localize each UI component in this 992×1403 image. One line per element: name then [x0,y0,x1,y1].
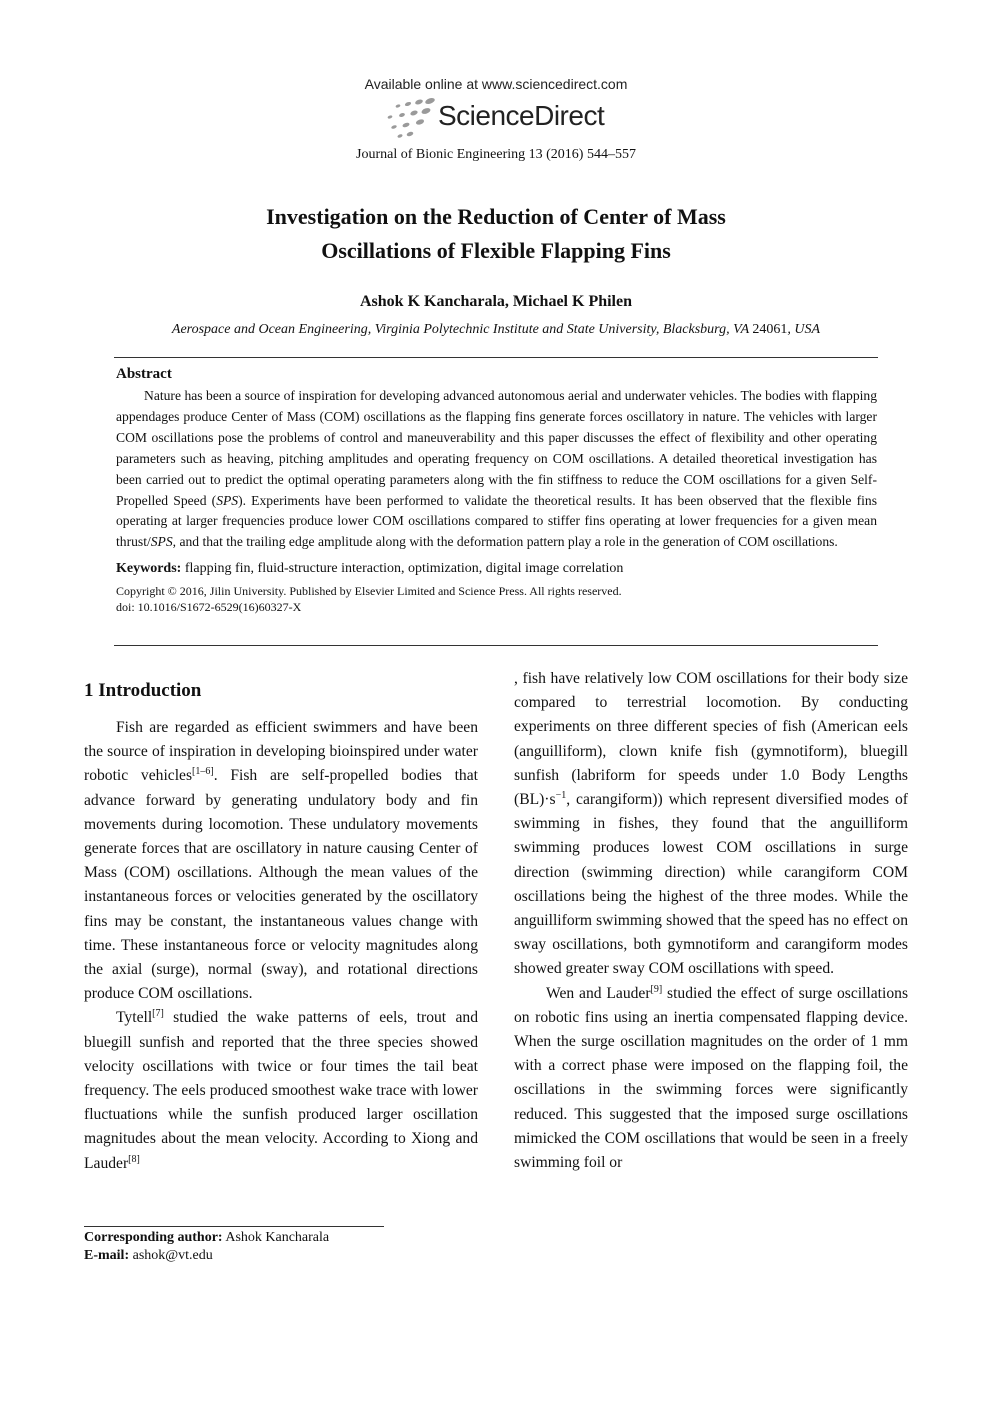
affiliation-zip: 24061 [752,322,788,337]
sciencedirect-wordmark: ScienceDirect [438,100,605,131]
intro-paragraph-1 [84,716,478,1006]
abstract-text-2: ). Experiments have been performed to validate the theoretical results. It has been observed that the flexible fins operating at larger frequencies produce lower COM oscillations compared to stiffer fins operating at lower frequencies for a given mean thrust/ [116,492,877,550]
right-column [514,667,908,1175]
intro-paragraph-3 [514,982,908,1176]
intro-p3-text-b: studied the effect of surge oscillations on robotic fins using an inertia compensated flapping device. When the surge oscillation magnitudes on the order of 1 mm with a correct phase were imposed on the flapping foil, the oscillations in the swimming forces were significantly reduced. This suggested that the imposed surge oscillations mimicked the COM oscillations that would be seen in a freely swimming foil or [514,984,909,1172]
intro-p2-text-b: studied the wake patterns of eels, trout and bluegill sunfish and reported that the three species showed velocity oscillations with twice or four times the tail beat frequency. The eels produced smoothest wake trace with lower fluctuations while the sunfish produced larger oscillation magnitudes about the mean velocity. According to Xiong and Lauder [84,1009,478,1172]
abstract-bottom-rule [114,645,878,646]
author-email[interactable]: ashok@vt.edu [132,1248,213,1263]
superscript-minus-one: −1 [555,789,567,801]
intro-paragraph-2-continued [514,667,908,982]
copyright-text: Copyright © 2016, Jilin University. Published by Elsevier Limited and Science Press. All rights reserved. [116,584,622,599]
abstract-body [116,386,877,553]
intro-p2-text-d: , carangiform)) which represent diversified modes of swimming in fishes, they found that the anguilliform swimming produces lowest COM oscillations in surge direction (swimming direction) while carangiform COM oscillations being the highest of the three modes. While the anguilliform swimming showed that the speed has no effect on sway oscillations, both gymnotiform and carangiform modes showed greater sway COM oscillations with speed. [514,791,908,978]
section-title-introduction: 1 Introduction [84,680,202,701]
intro-paragraph-2 [84,1006,478,1175]
sciencedirect-logo [380,96,620,140]
intro-p1-text-a: Fish are regarded as efficient swimmers and have been the source of inspiration in developing bioinspired under water robotic vehicles [84,719,478,785]
journal-citation: Journal of Bionic Engineering 13 (2016) 544–557 [356,147,636,162]
citation-ref-9: [9] [650,983,663,995]
keywords-text: flapping fin, fluid-structure interaction, optimization, digital image correlation [184,561,624,577]
footnote-rule [84,1226,384,1227]
author-list: Ashok K Kancharala, Michael K Philen [359,293,632,310]
keywords [116,561,877,577]
citation-ref-1-6: [1–6] [192,766,214,778]
abstract-top-rule [114,357,878,358]
email-label: E-mail: [84,1248,130,1263]
affiliation-university: Virginia Polytechnic Institute and State University [374,322,656,337]
paper-title-line-1: Investigation on the Reduction of Center of Mass [266,204,726,229]
paper-title-line-2: Oscillations of Flexible Flapping Fins [321,238,671,263]
abstract-section [116,366,877,615]
intro-p1-text-b: . Fish are self-propelled bodies that advance forward by generating undulatory body and fin movements during locomotion. These undulatory movements generate forces that are oscillatory in nature causing Center of Mass (COM) oscillations. Although the mean values of the instantaneous forces or velocities generated by the oscillatory fins may be constant, the instantaneous values change with time. These instantaneous force or velocity magnitudes along the axial (surge), normal (sway), and rotational directions produce COM oscillations. [84,767,478,1003]
citation-ref-8: [8] [128,1153,140,1165]
copyright-block [116,583,877,615]
abstract-sps-1: SPS [216,492,239,508]
doi-text: doi: 10.1016/S1672-6529(16)60327-X [116,600,302,615]
intro-p3-text-a: Wen and Lauder [546,984,651,1002]
corresponding-author-label: Corresponding author: [84,1230,223,1245]
affiliation-city: Blacksburg [662,322,727,337]
affiliation: Aerospace and Ocean Engineering, Virginia Polytechnic Institute and State University, Blacksburg, VA 24061, USA [171,322,821,337]
abstract-text-3: , and that the trailing edge amplitude along with the deformation pattern play a role in the generation of COM oscillations. [172,534,838,550]
keywords-label: Keywords: [116,561,182,577]
citation-ref-7: [7] [152,1008,164,1020]
affiliation-department: Aerospace and Ocean Engineering [171,322,368,337]
corresponding-author-footnote [84,1229,329,1265]
available-online-text: Available online at www.sciencedirect.com [364,76,628,92]
left-column [84,678,478,1176]
affiliation-country: USA [794,322,821,337]
abstract-heading: Abstract [116,366,172,382]
abstract-sps-2: SPS [150,534,173,550]
abstract-text-1: Nature has been a source of inspiration for developing advanced autonomous aerial and underwater vehicles. The bodies with flapping appendages produce Center of Mass (COM) oscillations as the flapping fins generate forces oscillatory in nature. The vehicles with larger COM oscillations pose the problems of control and maneuverability and this paper discusses the effect of flexibility and other operating parameters such as heaving, pitching amplitudes and operating frequency on COM oscillations. A detailed theoretical investigation has been carried out to predict the optimal operating parameters along with the fin stiffness to reduce the COM oscillations for a given Self-Propelled Speed ( [116,388,877,508]
intro-p2-text-c: , fish have relatively low COM oscillations for their body size compared to terrestrial locomotion. By conducting experiments on three different species of fish (American eels (anguilliform), clown knife fish (gymnotiform), bluegill sunfish (labriform for speeds under 1.0 Body Lengths (BL)·s [514,670,908,809]
affiliation-state: VA [733,322,749,337]
intro-p2-text-a: Tytell [116,1009,153,1027]
paper-title [0,200,992,268]
sciencedirect-dots-icon [380,96,440,140]
corresponding-author-name: Ashok Kancharala [225,1230,330,1245]
